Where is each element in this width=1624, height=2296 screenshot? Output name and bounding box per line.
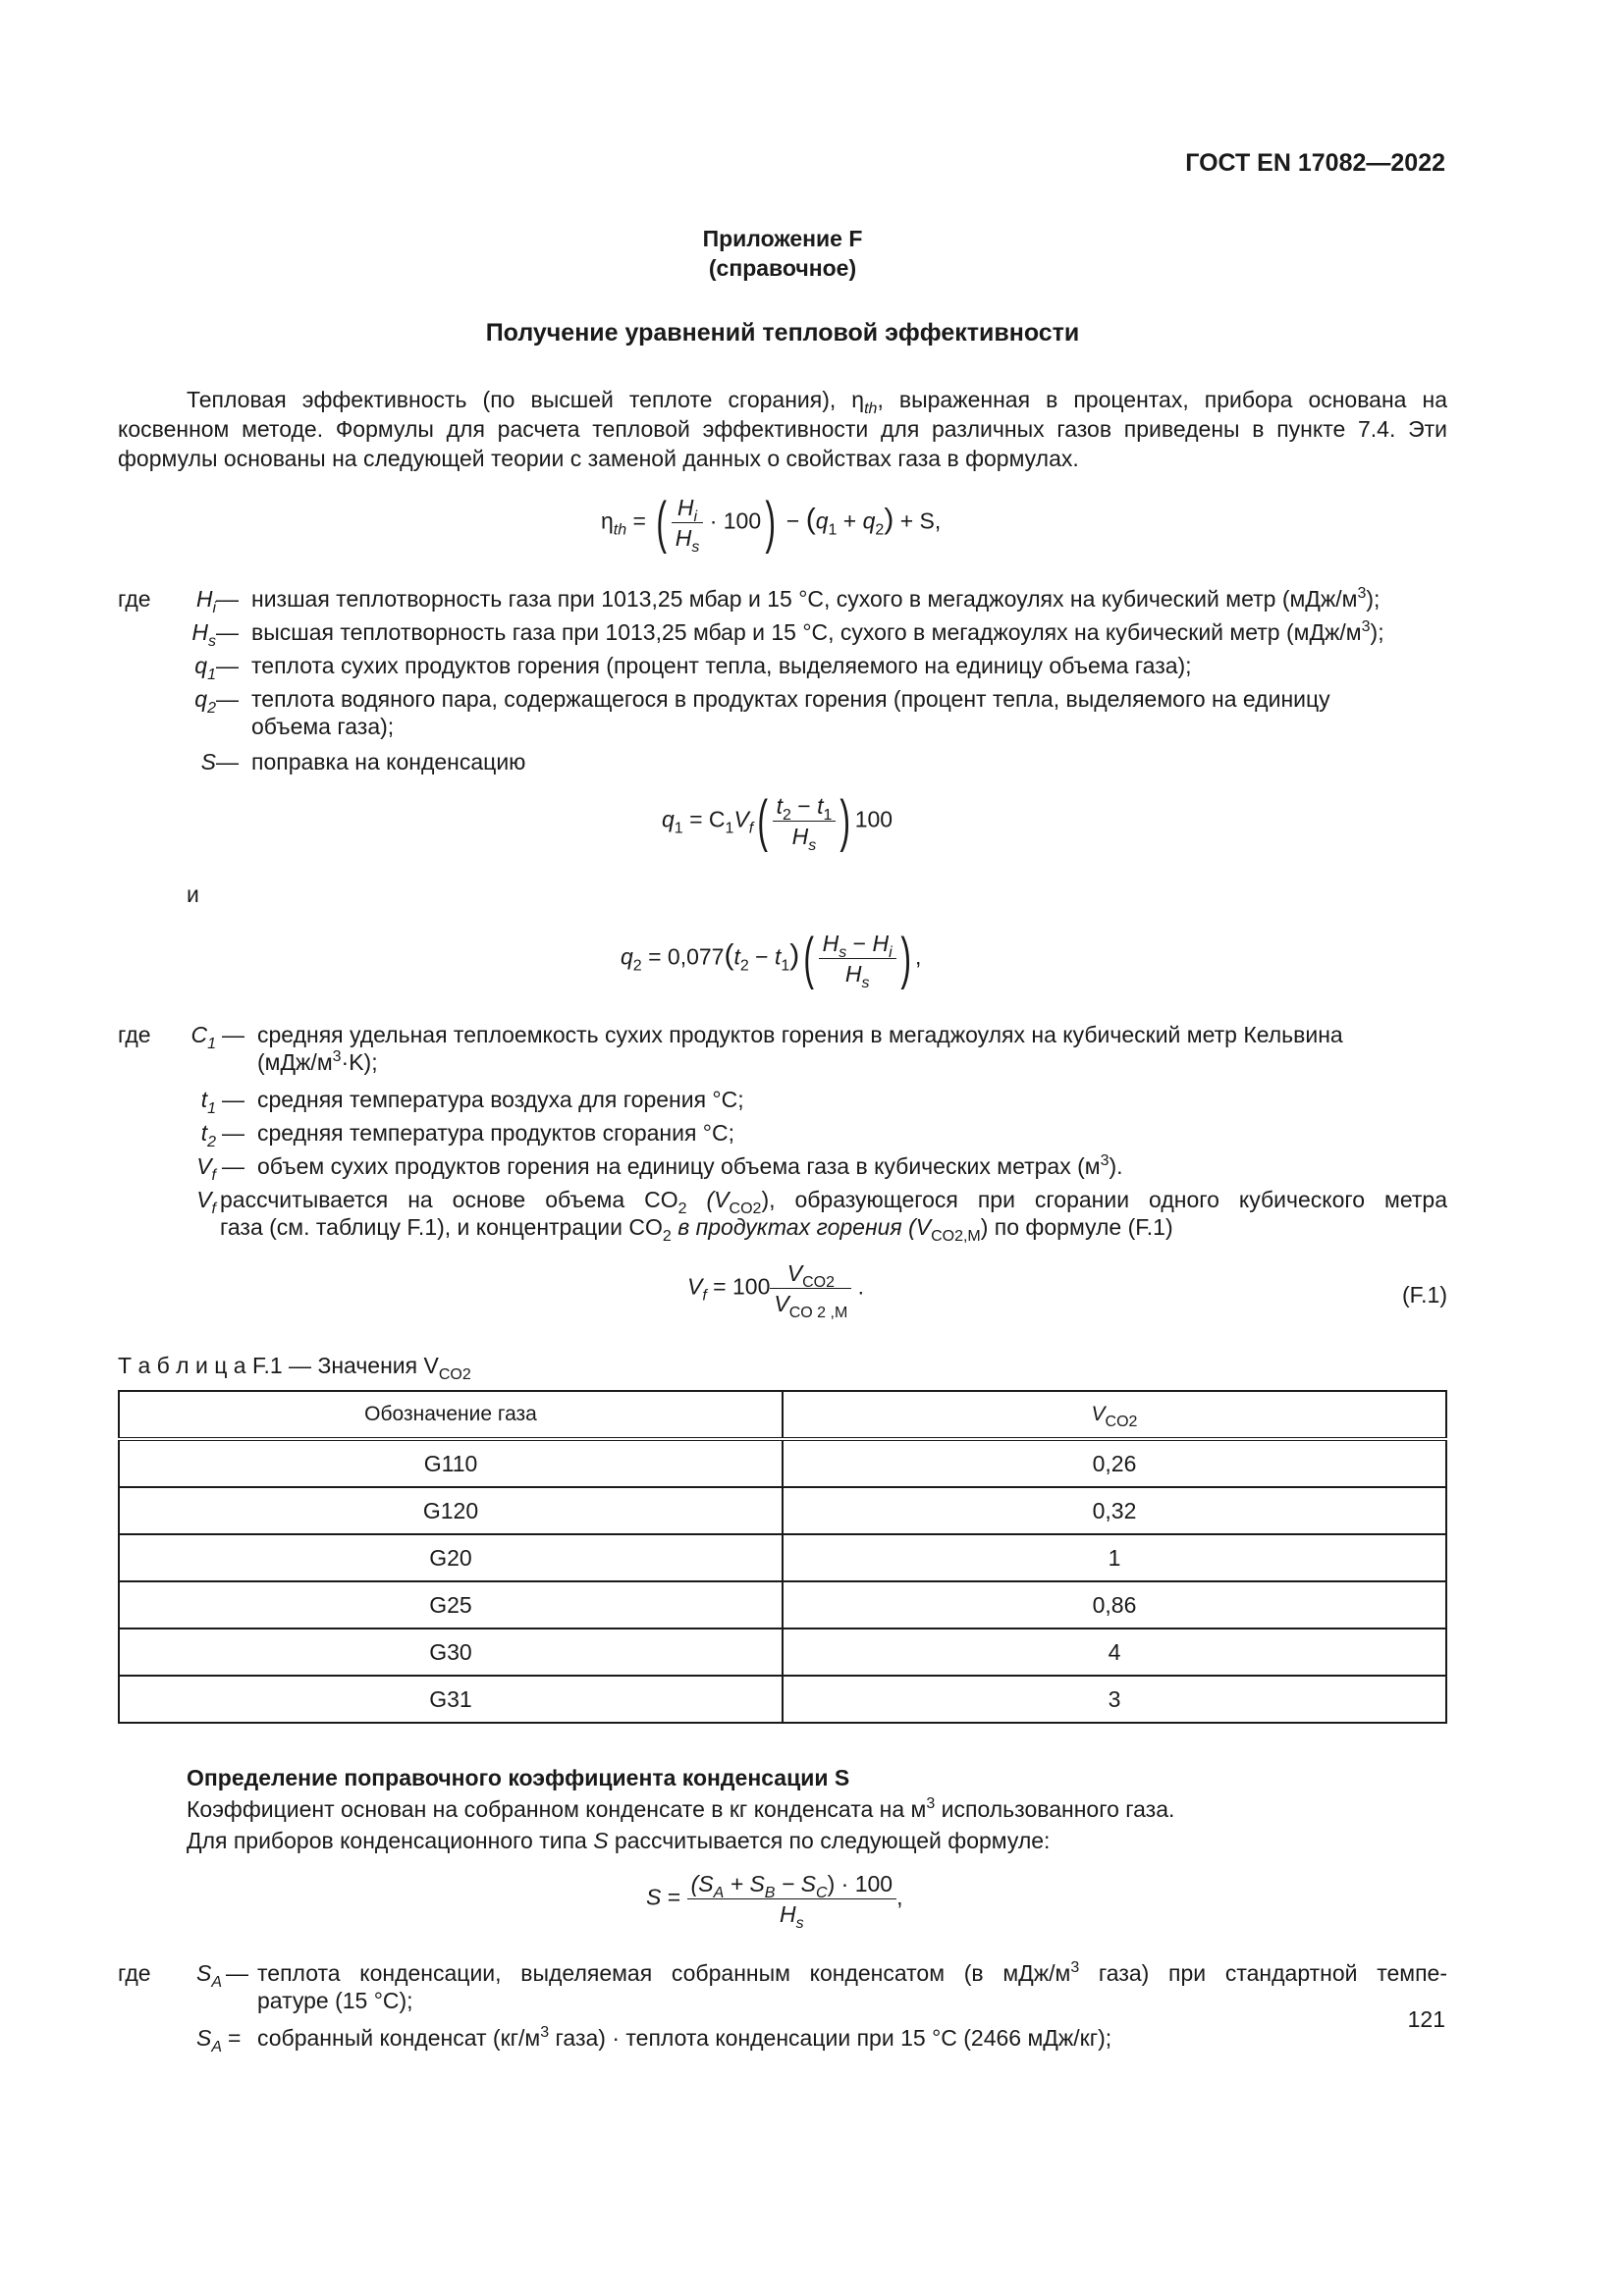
- standard-designation: ГОСТ EN 17082—2022: [1185, 149, 1445, 177]
- table-header-row: [119, 1391, 1446, 1439]
- cell-gas: G25: [119, 1581, 783, 1629]
- annex-subtitle: (справочное): [708, 255, 857, 281]
- page-number: 121: [1407, 2006, 1445, 2032]
- table-row: [119, 1439, 1446, 1487]
- table-row: [119, 1581, 1446, 1629]
- formula-efficiency: $\eta_{th}$ = ( $\frac{H_i}{H_s}$ · $100) - (q_1 + q_2) + S$,: [601, 490, 942, 556]
- annex-heading: Получение уравнений тепловой эффективности: [485, 319, 1080, 347]
- condensation-heading: Определение поправочного коэффициента конденсации S: [187, 1765, 850, 1790]
- intro-paragraph: Тепловая эффективность (по высшей теплоте сгорания), $\eta_{th}$, выраженная в процентах, прибора основана на косвенном методе. Формулы для расчета тепловой эффективности для различных газов приведены в пункте 7.4. Эти формулы основаны на следующей теории с заменой данных о свойствах газа в формулах.: [118, 387, 1447, 471]
- col-gas-designation: Обозначение газа: [119, 1391, 783, 1439]
- cell-value: 0,86: [783, 1581, 1446, 1629]
- table-caption: Т а б л и ц а F.1 — Значения $V_{CO2}$: [118, 1353, 471, 1383]
- cell-gas: G31: [119, 1676, 783, 1723]
- and-label: и: [187, 881, 199, 907]
- cell-gas: G20: [119, 1534, 783, 1581]
- cell-gas: G30: [119, 1629, 783, 1676]
- cell-value: 4: [783, 1629, 1446, 1676]
- table-row: [119, 1629, 1446, 1676]
- cell-value: 0,32: [783, 1487, 1446, 1534]
- table-row: [119, 1487, 1446, 1534]
- formula-number: (F.1): [1402, 1282, 1447, 1308]
- col-vco2: $V_{CO2}$: [783, 1391, 1446, 1439]
- cell-value: 0,26: [783, 1439, 1446, 1487]
- cell-gas: G120: [119, 1487, 783, 1534]
- cell-gas: G110: [119, 1439, 783, 1487]
- formula-s: S = $\frac{(S_A + S_B - S_C) \cdot 100}{H_s}$ ,: [646, 1871, 903, 1932]
- where-label: где: [118, 586, 151, 612]
- formula-q2: $q_2 = 0,077(t_2 - t_1)$( $\frac{H_s - H_i}{H_s}$ ) ,: [621, 926, 922, 991]
- cell-value: 3: [783, 1676, 1446, 1723]
- annex-title: Приложение F: [702, 226, 863, 251]
- condensation-p1: Коэффициент основан на собранном конденсате в кг конденсата на $м^3$ использованного газа.: [187, 1795, 1175, 1822]
- formula-q1: $q_1 = C_1V_f$( $\frac{t_2 - t_1}{H_s}$ ) 100: [662, 788, 893, 854]
- table-row: [119, 1676, 1446, 1723]
- gas-table: [118, 1390, 1447, 1724]
- table-row: [119, 1534, 1446, 1581]
- formula-f1: $V_f = 100$ $\frac{V_{CO2}}{V_{CO 2 ,M}}$ .: [687, 1260, 865, 1321]
- condensation-p2: Для приборов конденсационного типа S рассчитывается по следующей формуле:: [187, 1828, 1051, 1853]
- cell-value: 1: [783, 1534, 1446, 1581]
